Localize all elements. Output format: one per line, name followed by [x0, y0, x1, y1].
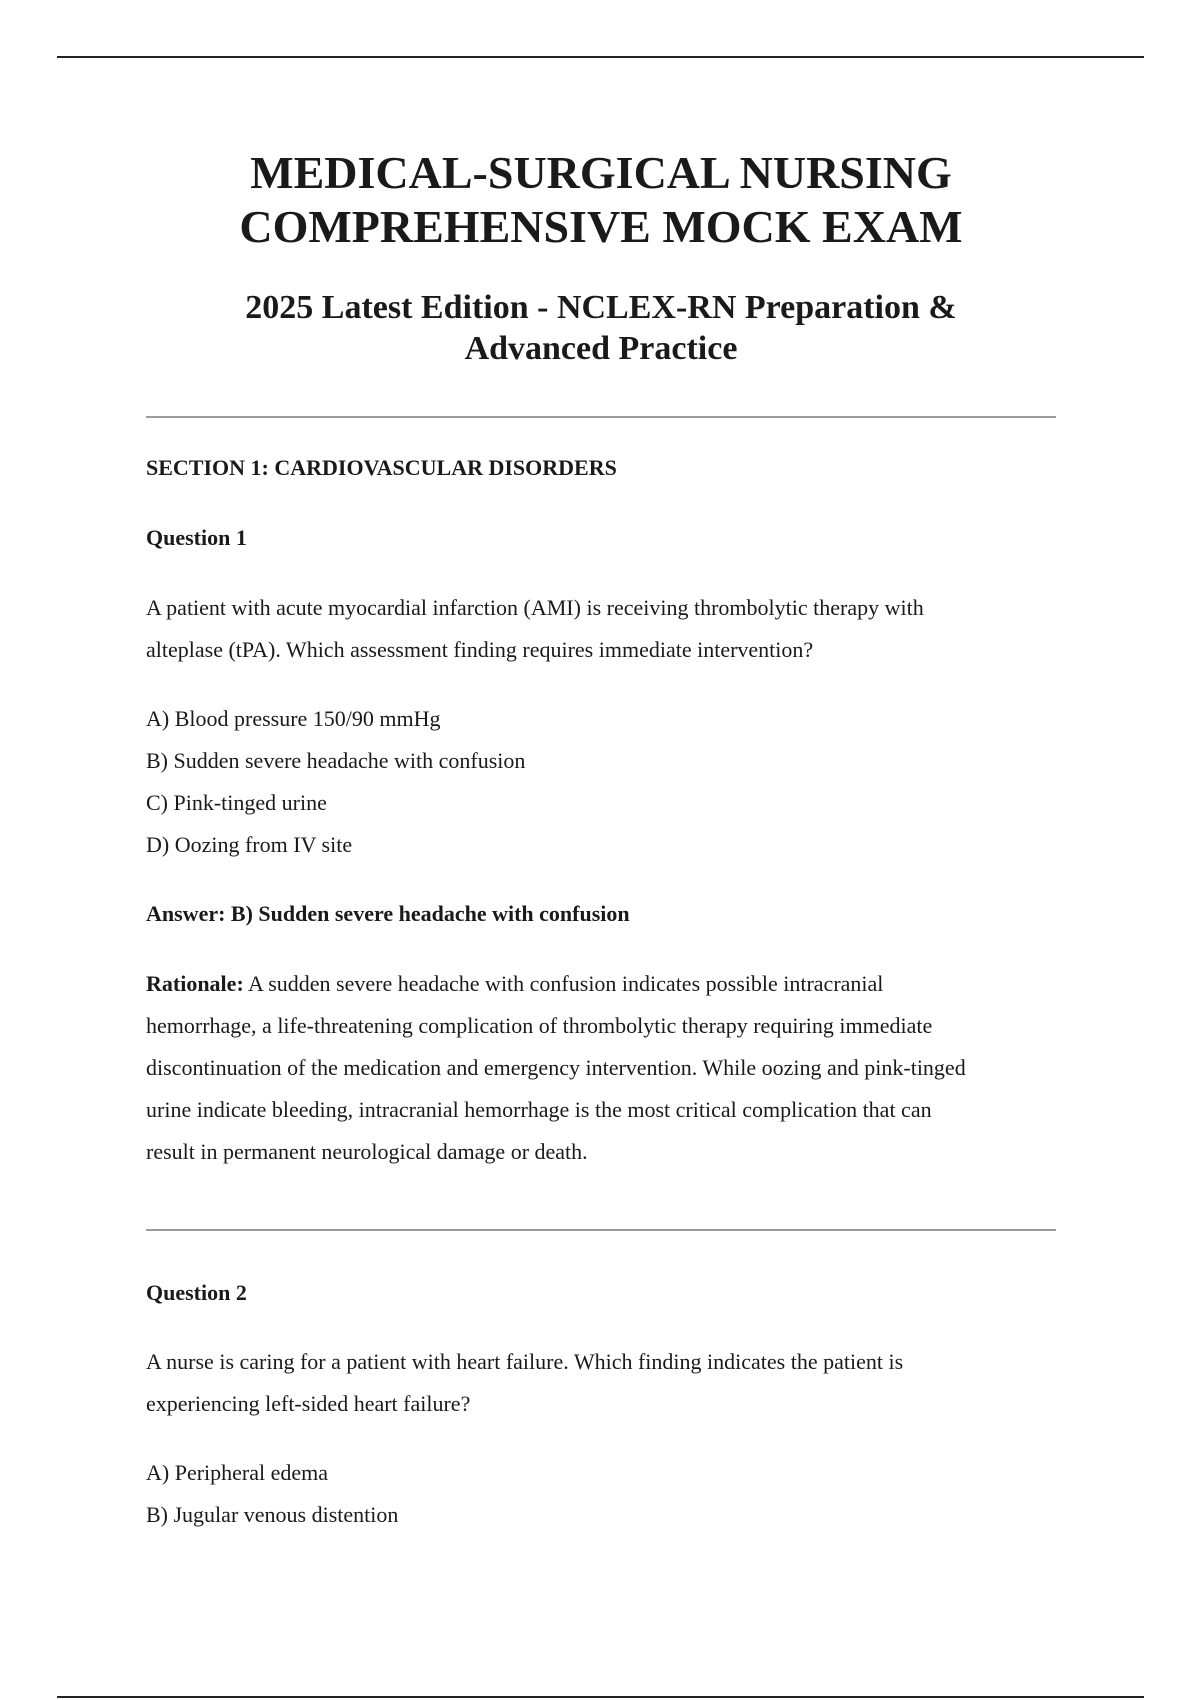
document-title-line-1: MEDICAL-SURGICAL NURSING: [250, 147, 952, 198]
question-2-option-a: A) Peripheral edema: [146, 1460, 329, 1485]
question-1-option-b: B) Sudden severe headache with confusion: [146, 748, 526, 773]
question-divider: [146, 1229, 1056, 1231]
document-subtitle: [146, 287, 1056, 369]
rationale-label: Rationale:: [146, 971, 244, 996]
page-bottom-rule: [57, 1696, 1144, 1698]
question-1-stem-line-2: alteplase (tPA). Which assessment finding requires immediate intervention?: [146, 637, 814, 662]
question-2-stem: [146, 1341, 1056, 1425]
document-title: [146, 146, 1056, 254]
question-2-stem-line-1: A nurse is caring for a patient with heart failure. Which finding indicates the patient is: [146, 1349, 904, 1374]
page-top-rule: [57, 56, 1144, 58]
document-subtitle-line-2: Advanced Practice: [464, 330, 738, 367]
document-subtitle-line-1: 2025 Latest Edition - NCLEX-RN Preparation &: [245, 289, 957, 326]
question-1-answer: Answer: B) Sudden severe headache with confusion: [146, 901, 630, 926]
question-2-stem-line-2: experiencing left-sided heart failure?: [146, 1391, 471, 1416]
question-2-heading: Question 2: [146, 1280, 247, 1305]
question-1-heading: Question 1: [146, 525, 247, 550]
section-divider: [146, 416, 1056, 418]
question-2-option-b: B) Jugular venous distention: [146, 1502, 399, 1527]
document-title-line-2: COMPREHENSIVE MOCK EXAM: [239, 201, 963, 252]
question-1-option-d: D) Oozing from IV site: [146, 832, 353, 857]
rationale-line-4: urine indicate bleeding, intracranial hemorrhage is the most critical complication that can: [146, 1097, 932, 1122]
question-1-options: [146, 698, 525, 866]
rationale-line-2: hemorrhage, a life-threatening complication of thrombolytic therapy requiring immediate: [146, 1013, 933, 1038]
question-1-option-c: C) Pink-tinged urine: [146, 790, 327, 815]
section-title: SECTION 1: CARDIOVASCULAR DISORDERS: [146, 455, 617, 480]
rationale-line-5: result in permanent neurological damage or death.: [146, 1139, 588, 1164]
question-1-option-a: A) Blood pressure 150/90 mmHg: [146, 706, 441, 731]
question-1-stem: [146, 587, 1056, 671]
question-2-options: [146, 1452, 398, 1536]
rationale-line-1: A sudden severe headache with confusion indicates possible intracranial: [243, 971, 884, 996]
question-1-rationale: [146, 963, 1056, 1173]
question-1-stem-line-1: A patient with acute myocardial infarction (AMI) is receiving thrombolytic therapy with: [146, 595, 924, 620]
rationale-line-3: discontinuation of the medication and emergency intervention. While oozing and pink-tinged: [146, 1055, 966, 1080]
